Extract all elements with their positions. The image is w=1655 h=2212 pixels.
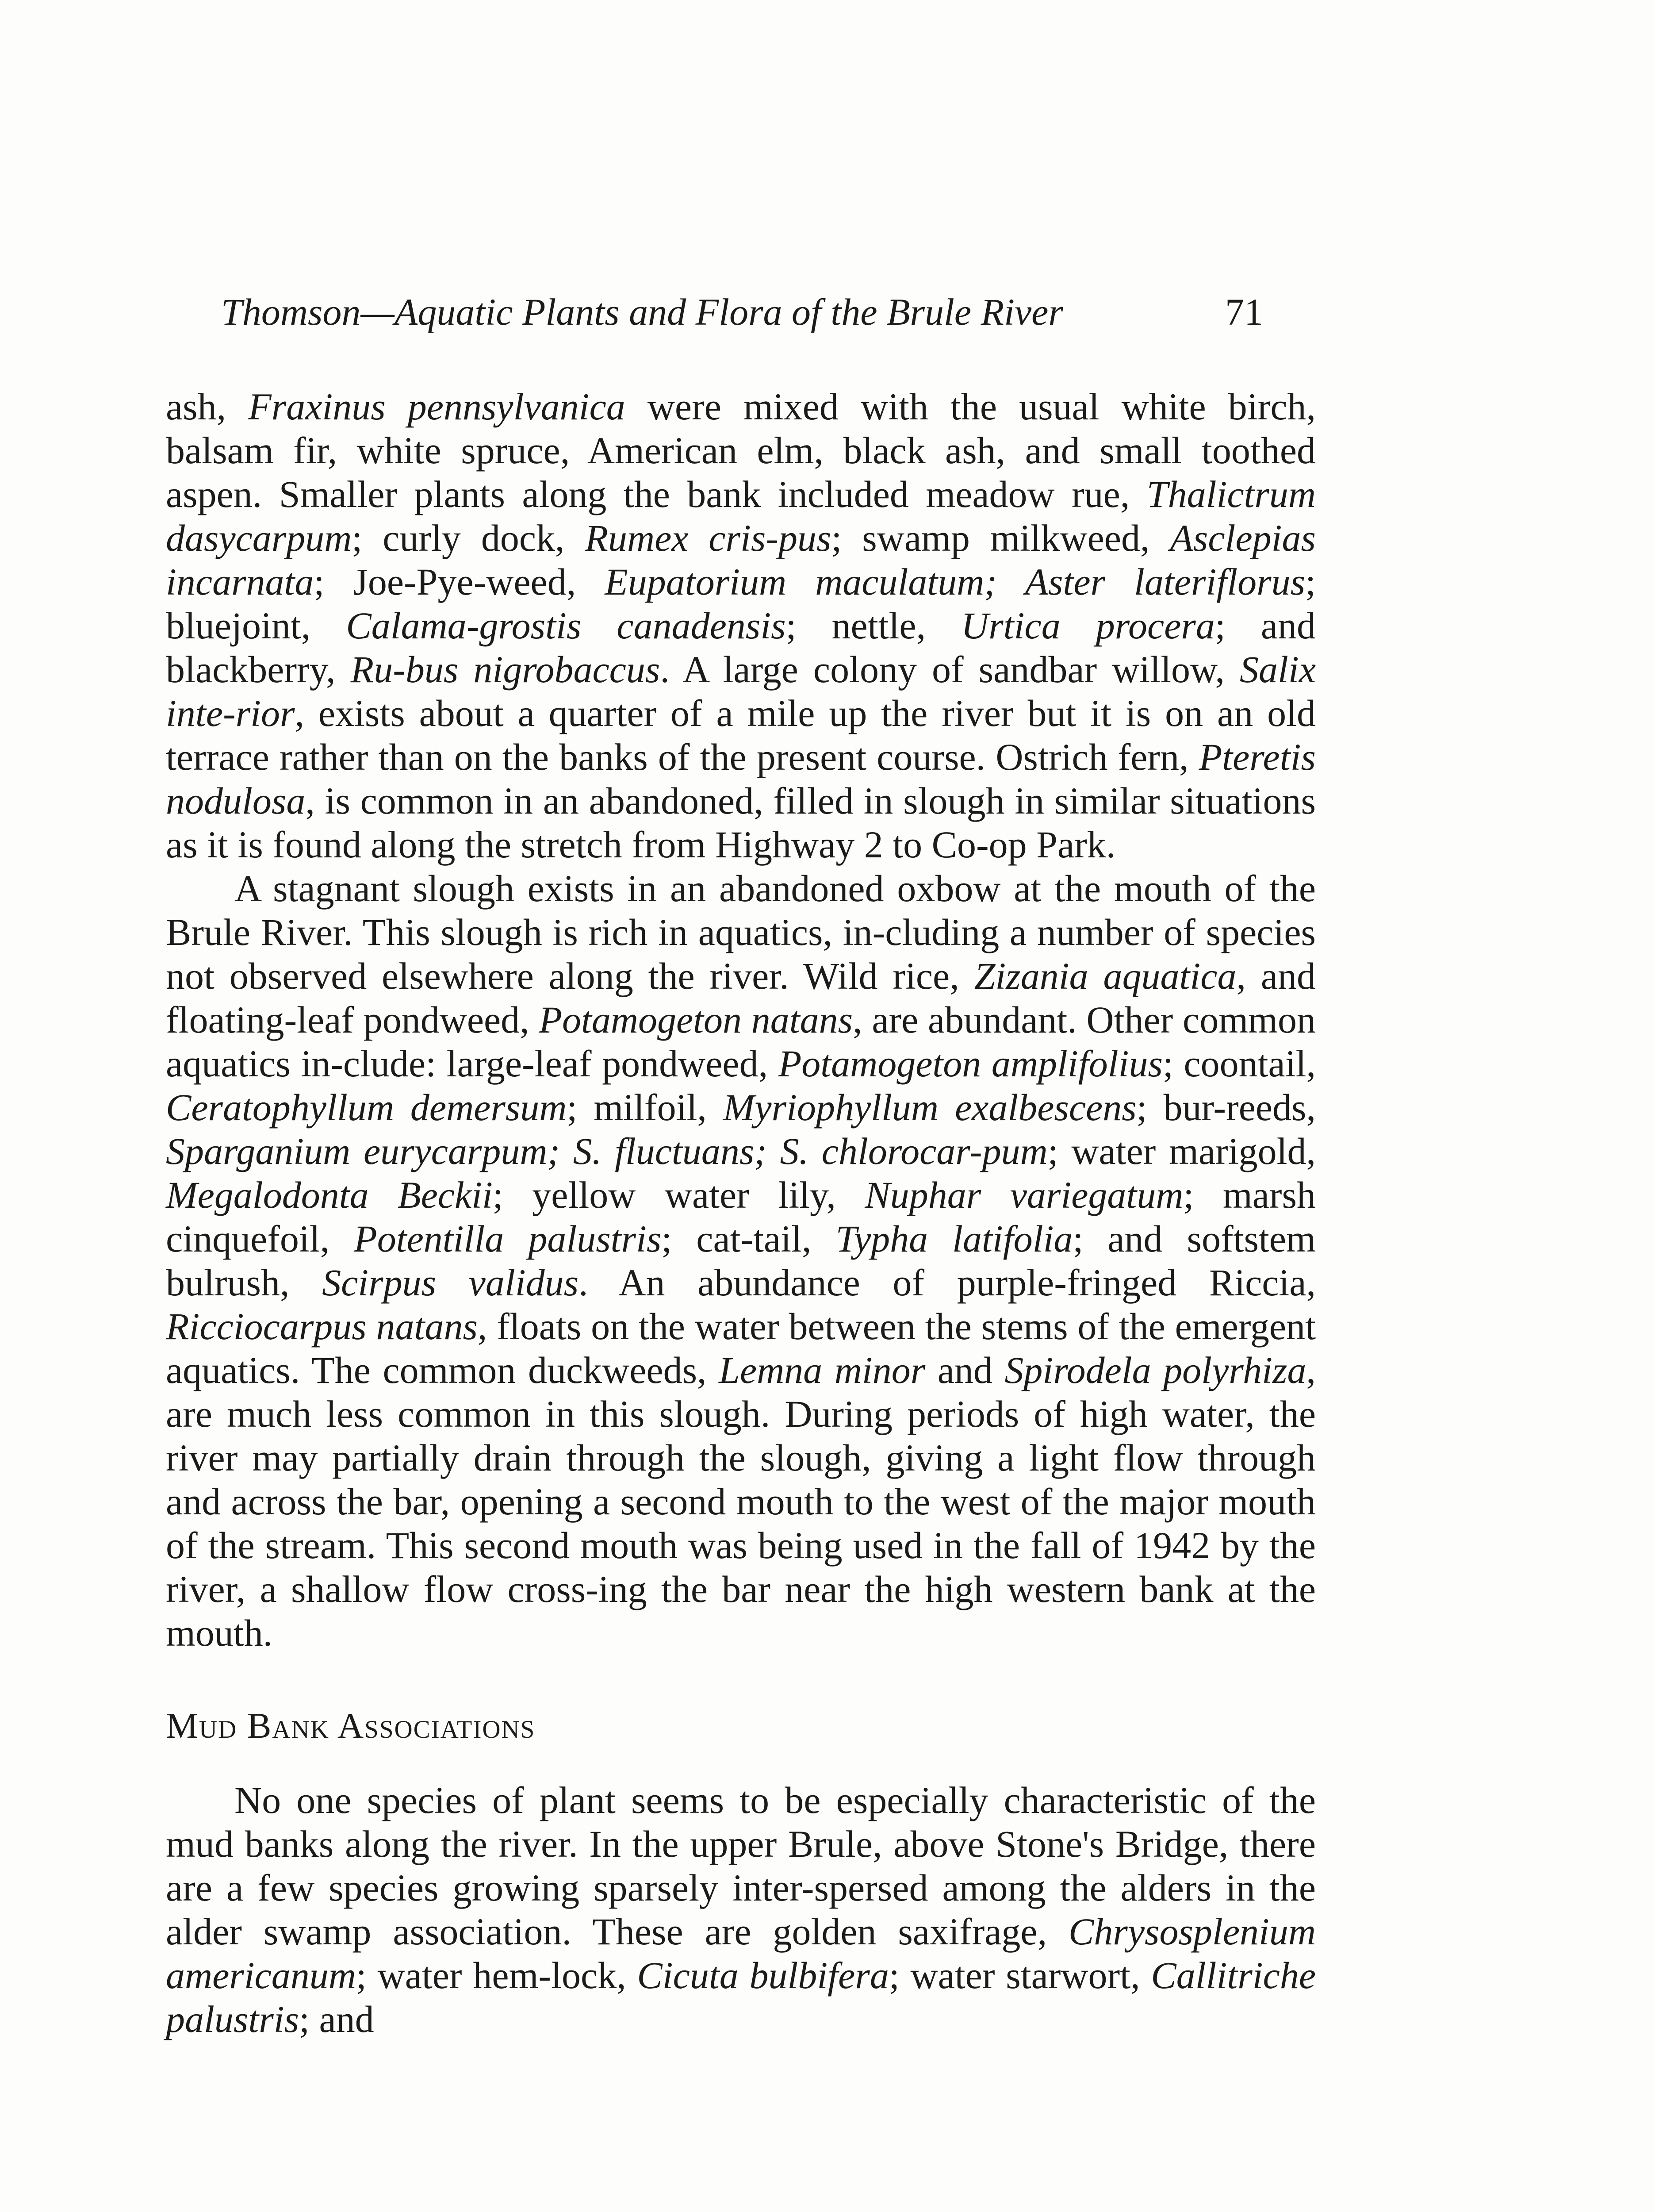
species-name: Calama-grostis canadensis	[346, 604, 786, 647]
species-name: Pteretis nodulosa	[166, 736, 1316, 822]
running-title: Thomson—Aquatic Plants and Flora of the Brule River	[221, 291, 1063, 333]
text-run: ; curly dock,	[352, 517, 585, 559]
text-run: ; cat-tail,	[661, 1217, 836, 1260]
species-name: Megalodonta Beckii	[166, 1174, 493, 1216]
text-run: ; water hem-lock,	[356, 1954, 637, 1997]
species-name: Scirpus validus	[322, 1261, 579, 1304]
text-run: were mixed with the usual white birch, balsam fir, white spruce, American elm, black ash, and small toothed aspen. Smaller plants along the bank included meadow rue,	[166, 385, 1316, 515]
text-run: . A large colony of sandbar willow,	[660, 648, 1240, 691]
species-name: Zizania aquatica	[974, 955, 1237, 997]
running-header	[221, 288, 1327, 336]
text-run: ; bluejoint,	[166, 561, 1316, 647]
text-run: ; coontail,	[1162, 1042, 1316, 1085]
species-name: Chrysosplenium americanum	[166, 1910, 1316, 1997]
species-name: Typha latifolia	[835, 1217, 1073, 1260]
species-name: Lemna minor	[719, 1349, 926, 1391]
text-run: ; milfoil,	[567, 1086, 723, 1129]
species-name: Potamogeton natans	[539, 998, 853, 1041]
text-run: ; yellow water lily,	[492, 1174, 865, 1216]
text-run: ; water starwort,	[889, 1954, 1151, 1997]
species-name: Fraxinus pennsylvanica	[248, 385, 625, 428]
species-name: Potamogeton amplifolius	[778, 1042, 1163, 1085]
paragraph	[166, 1778, 1316, 2041]
species-name: Cicuta bulbifera	[637, 1954, 889, 1997]
species-name: Spirodela polyrhiza	[1004, 1349, 1306, 1391]
species-name: Rumex cris-pus	[585, 517, 831, 559]
species-name: Nuphar variegatum	[865, 1174, 1184, 1216]
species-name: Ceratophyllum demersum	[166, 1086, 567, 1129]
species-name: Sparganium eurycarpum; S. fluctuans; S. chlorocar-pum	[166, 1130, 1048, 1172]
species-name: Eupatorium maculatum; Aster lateriflorus	[605, 561, 1306, 603]
section-heading: Mud Bank Associations	[166, 1705, 536, 1746]
species-name: Ricciocarpus natans	[166, 1305, 478, 1348]
text-run: ; swamp milkweed,	[831, 517, 1170, 559]
text-run: ; bur-reeds,	[1136, 1086, 1316, 1129]
text-run: , and floating-leaf pondweed,	[166, 955, 1316, 1041]
species-name: Salix inte-rior	[166, 648, 1316, 734]
text-run: ; marsh cinquefoil,	[166, 1174, 1316, 1260]
body-text	[166, 385, 1316, 2041]
species-name: Callitriche palustris	[166, 1954, 1316, 2040]
text-run: A stagnant slough exists in an abandoned oxbow at the mouth of the Brule River. This slough is rich in aquatics, in-cluding a number of species not observed elsewhere along the river. Wild rice,	[166, 867, 1316, 997]
text-run: ; and	[299, 1998, 374, 2040]
species-name: Myriophyllum exalbescens	[723, 1086, 1137, 1129]
text-run: ; and blackberry,	[166, 604, 1316, 691]
text-run: . An abundance of purple-fringed Riccia,	[578, 1261, 1316, 1304]
paragraph	[166, 385, 1316, 867]
paragraph	[166, 867, 1316, 1655]
page-number: 71	[1225, 291, 1263, 333]
text-run: ; nettle,	[785, 604, 962, 647]
text-run: No one species of plant seems to be especially characteristic of the mud banks along the river. In the upper Brule, above Stone's Bridge, there are a few species growing sparsely inter-spersed among the alders in the alder swamp association. These are golden saxifrage,	[166, 1779, 1316, 1953]
species-name: Potentilla palustris	[354, 1217, 662, 1260]
text-run: ; and softstem bulrush,	[166, 1217, 1316, 1304]
text-run: , is common in an abandoned, filled in slough in similar situations as it is found along the stretch from Highway 2 to Co-op Park.	[166, 780, 1316, 866]
species-name: Ru-bus nigrobaccus	[350, 648, 660, 691]
text-run: , floats on the water between the stems of the emergent aquatics. The common duckweeds,	[166, 1305, 1316, 1391]
text-run: ; Joe-Pye-weed,	[314, 561, 605, 603]
species-name: Thalictrum dasycarpum	[166, 473, 1316, 559]
text-run: , are abundant. Other common aquatics in-clude: large-leaf pondweed,	[166, 998, 1316, 1085]
text-run: ; water marigold,	[1047, 1130, 1316, 1172]
text-run: and	[925, 1349, 1005, 1391]
species-name: Asclepias incarnata	[166, 517, 1316, 603]
text-run: , exists about a quarter of a mile up the river but it is on an old terrace rather than on the banks of the present course. Ostrich fern,	[166, 692, 1316, 778]
species-name: Urtica procera	[961, 604, 1215, 647]
text-run: , are much less common in this slough. During periods of high water, the river may partially drain through the slough, giving a light flow through and across the bar, opening a second mouth to the west of the major mouth of the stream. This second mouth was being used in the fall of 1942 by the river, a shallow flow cross-ing the bar near the high western bank at the mouth.	[166, 1349, 1316, 1654]
text-run: ash,	[166, 385, 249, 428]
